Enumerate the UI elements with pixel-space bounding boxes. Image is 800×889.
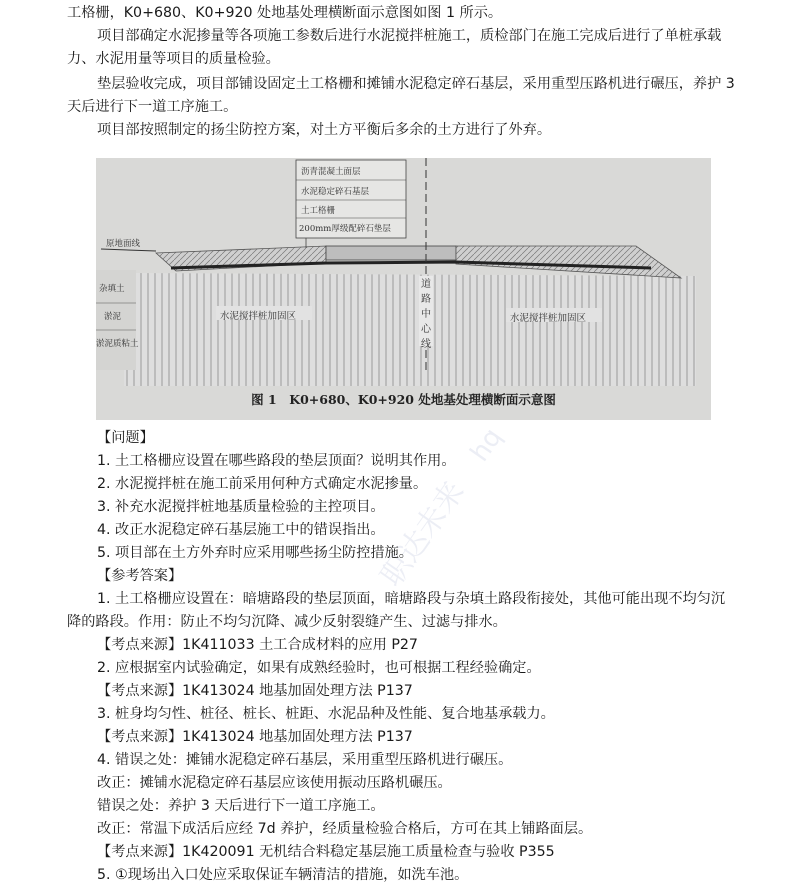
paragraph-3: 力、水泥用量等项目的质量检验。 <box>67 51 280 67</box>
paragraph-4: 垫层验收完成，项目部铺设固定土工格栅和摊铺水泥稳定碎石基层，采用重型压路机进行碾压，养护 3 <box>97 76 735 92</box>
original-ground-label: 原地面线 <box>106 239 141 249</box>
answer-line-4: 3. 桩身均匀性、桩径、桩长、桩距、水泥品种及性能、复合地基承载力。 <box>97 706 555 722</box>
question-2: 2. 水泥搅拌桩在施工前采用何种方式确定水泥掺量。 <box>97 476 428 492</box>
answer-line-6: 改正：摊铺水泥稳定碎石基层应该使用振动压路机碾压。 <box>97 775 452 791</box>
soil-label-fill: 杂填土 <box>99 284 125 294</box>
cross-section-drawing <box>96 158 711 420</box>
answer-line-1: 1. 土工格栅应设置在：暗塘路段的垫层顶面，暗塘路段与杂填土路段衔接处，其他可能出现不均匀沉 <box>97 591 726 607</box>
paragraph-6: 项目部按照制定的扬尘防控方案，对土方平衡后多余的土方进行了外弃。 <box>97 122 552 138</box>
paragraph-1: 工格栅，K0+680、K0+920 处地基处理横断面示意图如图 1 所示。 <box>67 5 503 21</box>
watermark-text: 职达未来 <box>374 474 472 594</box>
cross-section-figure <box>96 158 711 420</box>
answer-line-3: 2. 应根据室内试验确定，如果有成熟经验时，也可根据工程经验确定。 <box>97 660 541 676</box>
original-ground-line <box>101 249 156 251</box>
answer-source-4: 【考点来源】1K420091 无机结合料稳定基层施工质量检查与验收 P355 <box>97 844 555 860</box>
answer-line-7: 错误之处：养护 3 天后进行下一道工序施工。 <box>97 798 385 814</box>
layer-label-asphalt: 沥青混凝土面层 <box>301 167 361 177</box>
soil-label-silty-clay: 淤泥质粘土 <box>96 339 139 349</box>
layer-label-geogrid: 土工格栅 <box>301 206 336 216</box>
question-5: 5. 项目部在土方外弃时应采用哪些扬尘防控措施。 <box>97 545 413 561</box>
figure-caption: 图 1 K0+680、K0+920 处地基处理横断面示意图 <box>251 392 556 407</box>
centerline-label: 道路中心线 <box>421 279 431 350</box>
questions-header: 【问题】 <box>97 430 154 446</box>
paragraph-5: 天后进行下一道工序施工。 <box>67 99 238 115</box>
pile-zone <box>124 273 696 386</box>
pavement-layers <box>326 246 456 260</box>
answer-line-8: 改正：常温下成活后应经 7d 养护，经质量检验合格后，方可在其上铺路面层。 <box>97 821 593 837</box>
watermark-hq: hq <box>464 422 509 468</box>
answers-header: 【参考答案】 <box>97 568 183 584</box>
answer-source-2: 【考点来源】1K413024 地基加固处理方法 P137 <box>97 683 413 699</box>
paragraph-2: 项目部确定水泥掺量等各项施工参数后进行水泥搅拌桩施工，质检部门在施工完成后进行了单桩承载 <box>97 28 722 44</box>
soil-label-silt: 淤泥 <box>104 312 122 322</box>
question-3: 3. 补充水泥搅拌桩地基质量检验的主控项目。 <box>97 499 385 515</box>
question-4: 4. 改正水泥稳定碎石基层施工中的错误指出。 <box>97 522 385 538</box>
answer-line-10: 5. ①现场出入口处应采取保证车辆清洁的措施，如洗车池。 <box>97 867 469 883</box>
answer-line-2: 降的路段。作用：防止不均匀沉降、减少反射裂缝产生、过滤与排水。 <box>67 614 507 630</box>
answer-source-3: 【考点来源】1K413024 地基加固处理方法 P137 <box>97 729 413 745</box>
answer-line-5: 4. 错误之处：摊铺水泥稳定碎石基层，采用重型压路机进行碾压。 <box>97 752 513 768</box>
layer-label-base: 水泥稳定碎石基层 <box>301 187 370 197</box>
question-1: 1. 土工格栅应设置在哪些路段的垫层顶面？说明其作用。 <box>97 453 456 469</box>
zone-label-left: 水泥搅拌桩加固区 <box>220 311 297 322</box>
answer-source-1: 【考点来源】1K411033 土工合成材料的应用 P27 <box>97 637 418 653</box>
layer-label-cushion: 200mm厚级配碎石垫层 <box>299 224 391 234</box>
zone-label-right: 水泥搅拌桩加固区 <box>510 313 587 324</box>
